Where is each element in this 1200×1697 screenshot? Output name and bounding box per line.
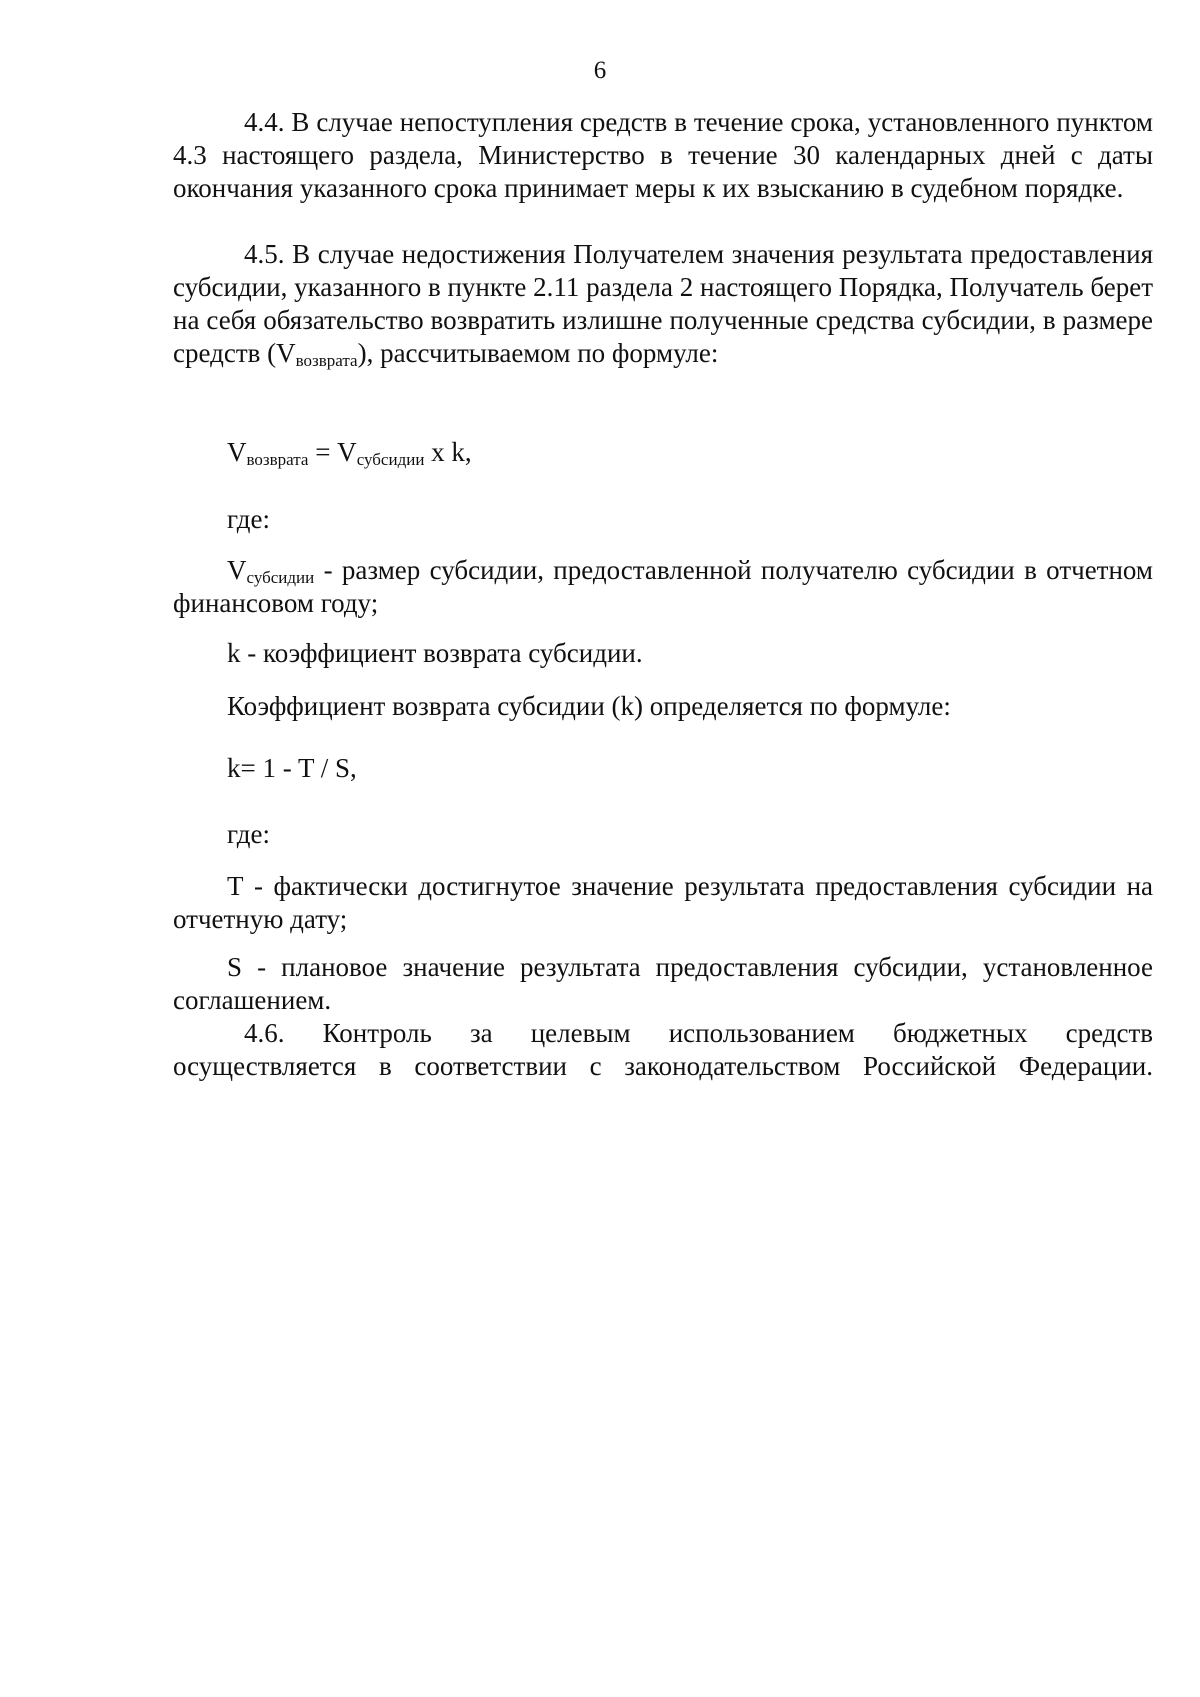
formula-equals-v: = V: [308, 437, 357, 467]
where-label-2: где:: [227, 819, 270, 849]
page-number: 6: [593, 57, 607, 84]
formula-sub-subsidii: субсидии: [356, 450, 425, 469]
where-label-1: где:: [227, 504, 270, 534]
definition-v-symbol: V: [227, 555, 247, 585]
paragraph-4-6: 4.6. Контроль за целевым использованием бюджетных средств осуществляется в соответствии с законодательством Российской Федерации.: [173, 1018, 1153, 1081]
formula-v: V: [227, 437, 247, 467]
subscript-vozvrata: возврата: [295, 351, 358, 370]
paragraph-4-4: 4.4. В случае непоступления средств в течение срока, установленного пунктом 4.3 настоящего раздела, Министерство в течение 30 календарных дней с даты окончания указанного срока принимает меры к их взысканию в судебном порядке.: [173, 107, 1153, 203]
definition-v-subsidii: [173, 554, 1153, 620]
k-formula-intro: Коэффициент возврата субсидии (k) определяется по формуле:: [227, 691, 951, 721]
formula-k: k= 1 - T / S,: [227, 753, 357, 783]
definition-k: k - коэффициент возврата субсидии.: [227, 638, 643, 668]
paragraph-4-5-text: 4.5. В случае недостижения Получателем значения результата предоставления субсидии, указанного в пункте 2.11 раздела 2 настоящего Порядка, Получатель берет на себя обязательство возвратить излишне полученные средства субсидии, в размере средств (V: [173, 239, 1153, 368]
paragraph-4-5-text-end: ), рассчитываемом по формуле:: [357, 338, 719, 368]
definition-v-subscript: субсидии: [246, 568, 315, 587]
definition-v-text: - размер субсидии, предоставленной получателю субсидии в отчетном финансовом году;: [173, 555, 1153, 618]
formula-tail: x k,: [424, 437, 472, 467]
definition-t: Т - фактически достигнутое значение результата предоставления субсидии на отчетную дату;: [173, 871, 1153, 934]
paragraph-4-5: [173, 238, 1153, 370]
formula-v-vozvrata: [227, 436, 472, 469]
formula-sub-vozvrata: возврата: [246, 450, 309, 469]
definition-s: S - плановое значение результата предоставления субсидии, установленное соглашением.: [173, 952, 1153, 1015]
